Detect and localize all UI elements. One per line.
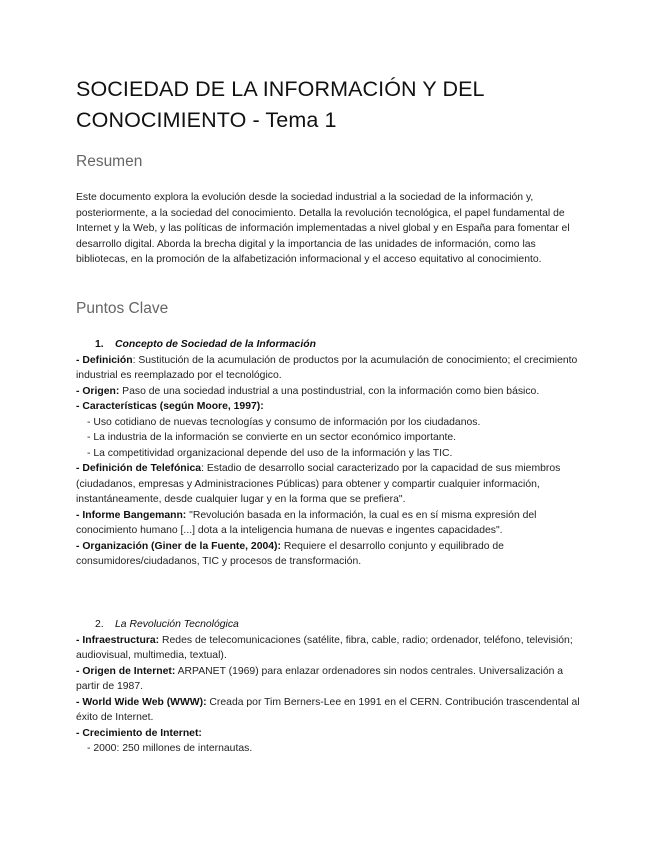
- item-text: : Sustitución de la acumulación de productos por la acumulación de conocimiento; el crecimiento industrial es reemplazado por el tecnológico.: [76, 354, 578, 381]
- list-item: [76, 633, 581, 664]
- sub-list-item: - Uso cotidiano de nuevas tecnologías y consumo de información por los ciudadanos.: [87, 416, 481, 428]
- sub-list-item: - 2000: 250 millones de internautas.: [87, 743, 253, 754]
- item-text: Paso de una sociedad industrial a una postindustrial, con la información como bien básico.: [119, 385, 540, 397]
- key-points-heading: Puntos Clave: [76, 300, 169, 317]
- item-label: - Infraestructura:: [76, 634, 160, 646]
- item-label: - Definición: [76, 354, 133, 366]
- list-item: [76, 695, 581, 726]
- section-2-title-text: La Revolución Tecnológica: [115, 619, 239, 630]
- list-item: [76, 461, 581, 508]
- item-label: - Origen de Internet:: [76, 665, 176, 677]
- sub-list-item: - La industria de la información se convierte en un sector económico importante.: [87, 432, 457, 443]
- section-1-title: [95, 337, 581, 353]
- section-1-title-text: Concepto de Sociedad de la Información: [115, 339, 316, 350]
- list-item: [76, 353, 581, 384]
- item-text: Requiere el desarrollo conjunto y equilibrado de consumidores/ciudadanos, TIC y procesos de transformación.: [76, 540, 504, 567]
- item-label: - Informe Bangemann:: [76, 509, 187, 521]
- list-item: [76, 726, 581, 742]
- item-text: Redes de telecomunicaciones (satélite, fibra, cable, radio; ordenador, teléfono, televisión; audiovisual, multimedia, textual).: [76, 634, 573, 661]
- summary-heading: Resumen: [76, 153, 143, 170]
- section-2: [76, 617, 581, 757]
- section-2-number: 2.: [95, 619, 104, 630]
- document-title: SOCIEDAD DE LA INFORMACIÓN Y DEL CONOCIMIENTO - Tema 1: [76, 77, 484, 132]
- item-label: - Características (según Moore, 1997):: [76, 401, 264, 412]
- item-label: - World Wide Web (WWW):: [76, 696, 207, 708]
- section-1-number: 1.: [95, 339, 104, 350]
- list-item: [76, 384, 581, 400]
- list-item: [76, 664, 581, 695]
- section-1: [76, 337, 581, 570]
- section-2-title: [95, 617, 581, 633]
- item-label: - Organización (Giner de la Fuente, 2004):: [76, 540, 281, 552]
- list-item: [76, 508, 581, 539]
- item-label: - Crecimiento de Internet:: [76, 727, 202, 739]
- item-text: "Revolución basada en la información, la cual es en sí misma expresión del conocimiento humano [...] dota a la inteligencia humana de nuevas e ingentes capacidades".: [76, 509, 537, 536]
- summary-paragraph: Este documento explora la evolución desde la sociedad industrial a la sociedad de la información y, posteriormente, a la sociedad del conocimiento. Detalla la revolución tecnológica, el papel fundamental de Internet y la Web, y las políticas de información implementadas a nivel global y en España para fomentar el desarrollo digital. Aborda la brecha digital y la importancia de las unidades de información, como las bibliotecas, en la promoción de la alfabetización informacional y el acceso equitativo al conocimiento.: [76, 192, 570, 266]
- sub-list-item: - La competitividad organizacional depende del uso de la información y las TIC.: [87, 447, 453, 459]
- item-label: - Definición de Telefónica: [76, 463, 202, 474]
- item-text: ARPANET (1969) para enlazar ordenadores sin nodos centrales. Universalización a partir de 1987.: [76, 665, 564, 692]
- list-item: [76, 399, 581, 415]
- item-text: : Estadio de desarrollo social caracterizado por la capacidad de sus miembros (ciudadanos, empresas y Administraciones Públicas) para obtener y compartir cualquier información, instantáneamente, desde cualquier lugar y en la forma que se prefiera".: [76, 463, 561, 505]
- list-item: [76, 539, 581, 570]
- item-label: - Origen:: [76, 385, 120, 397]
- item-text: Creada por Tim Berners-Lee en 1991 en el CERN. Contribución trascendental al éxito de Internet.: [76, 696, 580, 723]
